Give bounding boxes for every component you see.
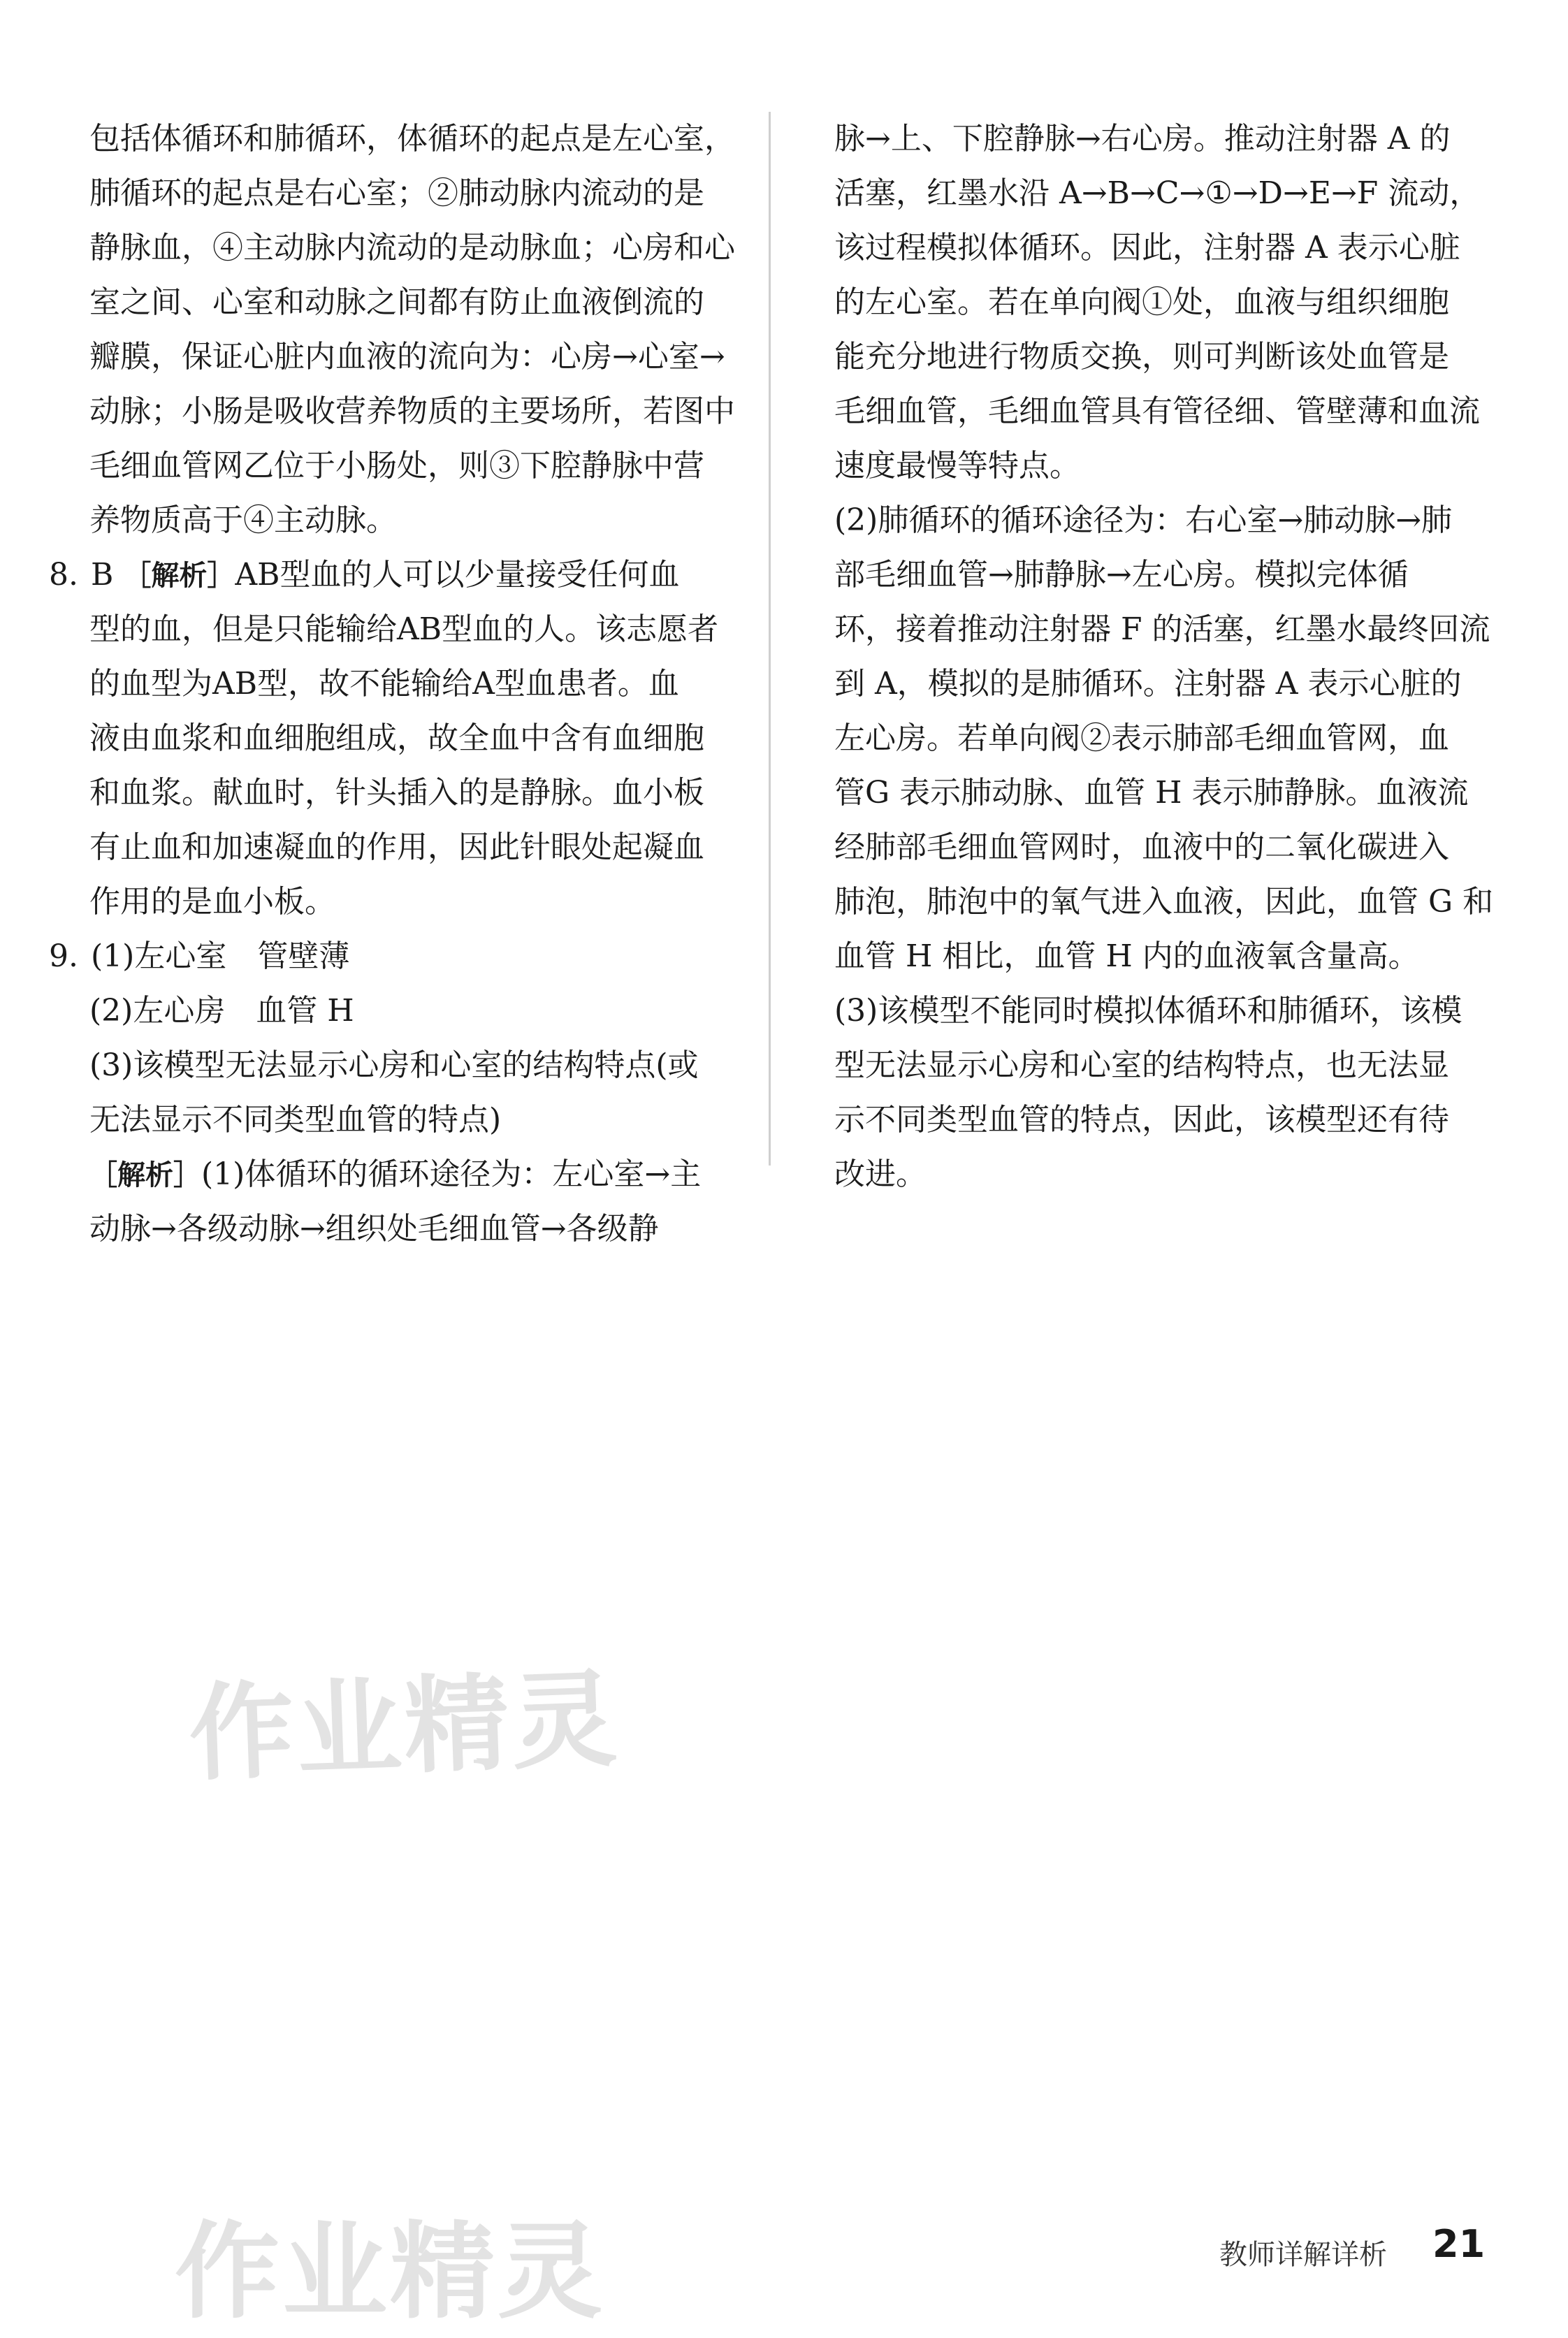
text-line: 管G 表示肺动脉、血管 H 表示肺静脉。血液流 — [834, 775, 1469, 811]
text-line: (2)肺循环的循环途径为：右心室→肺动脉→肺 — [834, 502, 1453, 538]
text-line: 养物质高于④主动脉。 — [89, 502, 397, 538]
answer-line: (1)左心室 管壁薄 — [91, 938, 350, 974]
text-line: 毛细血管网乙位于小肠处，则③下腔静脉中营 — [89, 448, 704, 484]
text-line: 包括体循环和肺循环，体循环的起点是左心室， — [89, 121, 735, 157]
text-line: 部毛细血管→肺静脉→左心房。模拟完体循 — [834, 557, 1409, 593]
text-line: 的血型为AB型，故不能输给A型血患者。血 — [89, 666, 679, 702]
analysis-first-line — [89, 1147, 732, 1202]
text-line: 活塞，红墨水沿 A→B→C→①→D→E→F 流动， — [834, 175, 1481, 211]
text-line: 毛细血管，毛细血管具有管径细、管壁薄和血流 — [834, 393, 1480, 429]
text-line: 有止血和加速凝血的作用，因此针眼处起凝血 — [89, 829, 704, 865]
question-9-first-line — [49, 929, 732, 984]
watermark-logo: 作业精灵 — [187, 1659, 622, 1796]
text-line: 示不同类型血管的特点，因此，该模型还有待 — [834, 1102, 1449, 1138]
answer-letter: B — [91, 557, 114, 593]
text-line: 动脉→各级动脉→组织处毛细血管→各级静 — [89, 1211, 659, 1247]
text-line: 动脉；小肠是吸收营养物质的主要场所，若图中 — [89, 393, 735, 429]
question-number: 9. — [49, 938, 78, 974]
analysis-tag: ［解析］ — [123, 560, 235, 592]
text-line: 作用的是血小板。 — [89, 884, 335, 920]
answer-line: (3)该模型无法显示心房和心室的结构特点(或 — [89, 1047, 699, 1083]
text-line: 室之间、心室和动脉之间都有防止血液倒流的 — [89, 284, 704, 320]
text-line: 肺泡，肺泡中的氧气进入血液，因此，血管 G 和 — [834, 884, 1494, 920]
text-line: 经肺部毛细血管网时，血液中的二氧化碳进入 — [834, 829, 1449, 865]
text-line: (3)该模型不能同时模拟体循环和肺循环，该模 — [834, 993, 1462, 1029]
text-line: 的左心室。若在单向阀①处，血液与组织细胞 — [834, 284, 1449, 320]
text-line: 型无法显示心房和心室的结构特点，也无法显 — [834, 1047, 1449, 1083]
answer-line: (2)左心房 血管 H — [89, 993, 354, 1029]
text-line: 环，接着推动注射器 F 的活塞，红墨水最终回流 — [834, 611, 1490, 647]
text-line: 肺循环的起点是右心室；②肺动脉内流动的是 — [89, 175, 704, 211]
left-column — [49, 112, 735, 1256]
text-line: 到 A，模拟的是肺循环。注射器 A 表示心脏的 — [834, 666, 1462, 702]
column-divider — [769, 112, 771, 1166]
question-number: 8. — [49, 557, 78, 593]
text-line: 能充分地进行物质交换，则可判断该处血管是 — [834, 339, 1449, 375]
answer-line: 无法显示不同类型血管的特点) — [89, 1102, 502, 1138]
analysis-tag: ［解析］ — [89, 1159, 201, 1191]
text-line: 和血浆。献血时，针头插入的是静脉。血小板 — [89, 775, 704, 811]
text-line: 该过程模拟体循环。因此，注射器 A 表示心脏 — [834, 230, 1460, 266]
text-line: 型的血，但是只能输给AB型血的人。该志愿者 — [89, 611, 719, 647]
text-line: (1)体循环的循环途径为：左心室→主 — [201, 1156, 702, 1192]
text-line: 脉→上、下腔静脉→右心房。推动注射器 A 的 — [834, 121, 1451, 157]
text-line: 左心房。若单向阀②表示肺部毛细血管网，血 — [834, 720, 1449, 756]
question-8-first-line — [49, 548, 732, 602]
watermark-logo: 作业精灵 — [175, 2212, 606, 2333]
footer-label: 教师详解详析 — [1219, 2239, 1387, 2271]
text-line: 液由血浆和血细胞组成，故全血中含有血细胞 — [89, 720, 704, 756]
text-line: 改进。 — [834, 1156, 927, 1192]
text-line: 血管 H 相比，血管 H 内的血液氧含量高。 — [834, 938, 1419, 974]
right-column — [834, 112, 1494, 1202]
page-number: 21 — [1432, 2222, 1486, 2266]
text-line: 瓣膜，保证心脏内血液的流向为：心房→心室→ — [89, 339, 725, 375]
text-line: 速度最慢等特点。 — [834, 448, 1080, 484]
text-line: AB型血的人可以少量接受任何血 — [235, 557, 680, 593]
text-line: 静脉血，④主动脉内流动的是动脉血；心房和心 — [89, 230, 735, 266]
